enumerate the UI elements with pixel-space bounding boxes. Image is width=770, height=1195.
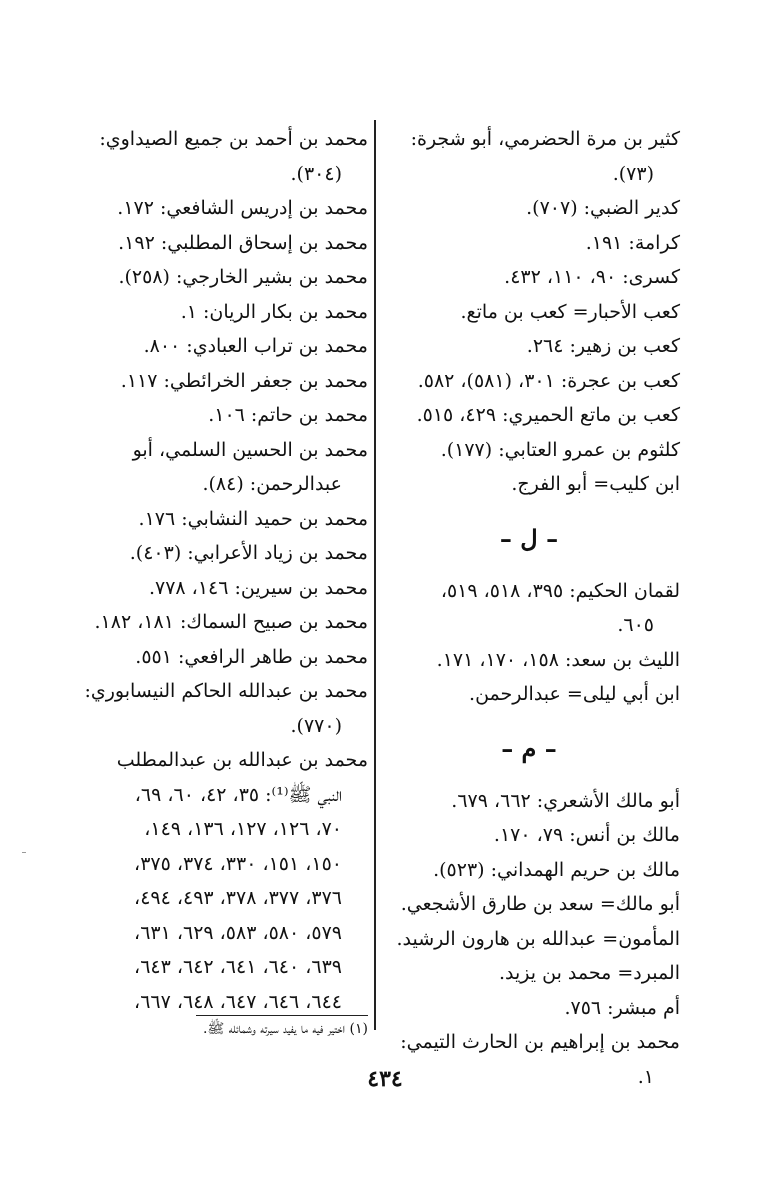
margin-mark [22,852,26,853]
index-entry [378,784,680,819]
index-entry [378,191,680,226]
index-entry-line: محمد بن سيرين: ١٤٦، ٧٧٨. [148,576,368,599]
index-column-left [76,122,368,1019]
index-entry [76,122,368,191]
index-entry-line: (٧٣). [612,162,654,185]
index-entry [76,191,368,226]
index-entry-line: ٦٠٥. [617,614,654,636]
index-entry-line: (٧٧٠). [290,714,342,737]
footnote: (١) اختير فيه ما يفيد سيرته وشمائله ﷺ. [202,1021,368,1037]
index-entry [378,398,680,433]
index-entry-line: كثير بن مرة الحضرمي، أبو شجرة: [410,128,680,150]
index-entry-line: محمد بن جعفر الخرائطي: ١١٧. [120,369,368,392]
index-entry-line: مالك بن حريم الهمداني: (٥٢٣). [433,858,680,881]
index-entry-line: ٧٠، ١٢٦، ١٢٧، ١٣٦، ١٤٩، [144,818,342,840]
column-divider [374,120,376,1030]
index-entry-line: محمد بن بشير الخارجي: (٢٥٨). [118,266,368,288]
index-entry-line: كلثوم بن عمرو العتابي: (١٧٧). [440,438,680,461]
index-entry [76,260,368,295]
index-entry-line: محمد بن إدريس الشافعي: ١٧٢. [117,197,368,219]
index-entry-line: محمد بن صبيح السماك: ١٨١، ١٨٢. [94,611,368,633]
index-entry-line: المأمون= عبدالله بن هارون الرشيد. [396,927,680,950]
index-entry-line: عبدالرحمن: (٨٤). [202,473,342,495]
index-entry [378,956,680,991]
index-entry [378,677,680,712]
index-entry-line: محمد بن زياد الأعرابي: (٤٠٣). [129,542,368,564]
index-entry-line: محمد بن الحسين السلمي، أبو [132,438,368,461]
index-entry [378,467,680,502]
index-entry [378,226,680,261]
index-entry-line: كرامة: ١٩١. [585,231,680,254]
index-entry-line: أبو مالك الأشعري: ٦٦٢، ٦٧٩. [451,789,680,812]
index-entry [378,643,680,678]
index-entry [378,329,680,364]
index-entry-line: ابن كليب= أبو الفرج. [511,473,680,495]
index-entry-line: (٣٠٤). [290,162,342,185]
index-entry-line: لقمان الحكيم: ٣٩٥، ٥١٨، ٥١٩، [440,579,680,602]
index-entry [76,502,368,537]
index-entry-line: محمد بن بكار الريان: ١. [180,300,368,323]
index-entry [378,922,680,957]
index-entry [76,571,368,606]
index-entry [378,853,680,888]
index-entry-line: كعب بن ماتع الحميري: ٤٢٩، ٥١٥. [416,404,680,426]
index-entry-line: ابن أبي ليلى= عبدالرحمن. [469,683,680,705]
index-entry-line: ٦٣٩، ٦٤٠، ٦٤١، ٦٤٢، ٦٤٣، [134,956,342,978]
index-entry [76,398,368,433]
index-entry-line: كسرى: ٩٠، ١١٠، ٤٣٢. [504,266,680,288]
index-entry-line: ١٥٠، ١٥١، ٣٣٠، ٣٧٤، ٣٧٥، [134,852,342,875]
index-entry [378,295,680,330]
index-entry-line: الليث بن سعد: ١٥٨، ١٧٠، ١٧١. [436,648,680,671]
index-entry [378,260,680,295]
index-entry [76,674,368,743]
index-entry [76,536,368,571]
index-entry-line: المبرد= محمد بن يزيد. [499,962,680,984]
index-entry-line: محمد بن أحمد بن جميع الصيداوي: [99,128,368,150]
index-entry-line: أم مبشر: ٧٥٦. [564,996,680,1019]
index-entry [378,991,680,1026]
index-entry-line: كدير الضبي: (٧٠٧). [526,197,680,219]
index-entry-line: ٣٧٦، ٣٧٧، ٣٧٨، ٤٩٣، ٤٩٤، [134,887,342,909]
index-entry [378,818,680,853]
index-entry [378,122,680,191]
index-entry-line: ٥٧٩، ٥٨٠، ٥٨٣، ٦٢٩، ٦٣١، [134,921,342,944]
index-entry [378,364,680,399]
index-entry-line: النبي ﷺ⁽¹⁾: ٣٥، ٤٢، ٦٠، ٦٩، [134,783,342,806]
footnote-separator [196,1015,368,1016]
index-entry [378,433,680,468]
index-entry [76,226,368,261]
index-entry-line: مالك بن أنس: ٧٩، ١٧٠. [493,824,680,846]
index-entry [76,605,368,640]
index-entry [76,743,368,1019]
letter-heading: – م – [501,733,557,763]
index-entry [76,364,368,399]
index-entry-line: أبو مالك= سعد بن طارق الأشجعي. [400,893,680,915]
index-entry [76,433,368,502]
page-number: ٤٣٤ [367,1066,403,1092]
index-entry-line: محمد بن عبدالله بن عبدالمطلب [116,749,368,771]
index-entry [378,887,680,922]
index-entry-line: كعب بن عجرة: ٣٠١، (٥٨١)، ٥٨٢. [417,369,680,392]
index-entry-line: كعب الأحبار= كعب بن ماتع. [460,300,680,323]
index-entry-line: محمد بن حميد النشابي: ١٧٦. [138,507,368,530]
index-entry-line: كعب بن زهير: ٢٦٤. [526,335,680,357]
index-entry [76,295,368,330]
index-entry-line: محمد بن عبدالله الحاكم النيسابوري: [84,680,368,702]
index-entry-line: محمد بن إبراهيم بن الحارث التيمي: [400,1031,680,1053]
index-entry-line: ١. [637,1065,654,1088]
index-entry [378,574,680,643]
index-entry-line: محمد بن طاهر الرافعي: ٥٥١. [135,645,368,668]
index-entry [76,640,368,675]
index-column-right [378,122,680,1094]
index-entry-line: محمد بن إسحاق المطلبي: ١٩٢. [118,231,368,254]
index-entry-line: محمد بن تراب العبادي: ٨٠٠. [143,335,368,357]
index-entry [76,329,368,364]
index-entry-line: ٦٤٤، ٦٤٦، ٦٤٧، ٦٤٨، ٦٦٧، [134,990,342,1013]
index-entry-line: محمد بن حاتم: ١٠٦. [208,404,368,426]
letter-heading: – ل – [499,523,559,553]
